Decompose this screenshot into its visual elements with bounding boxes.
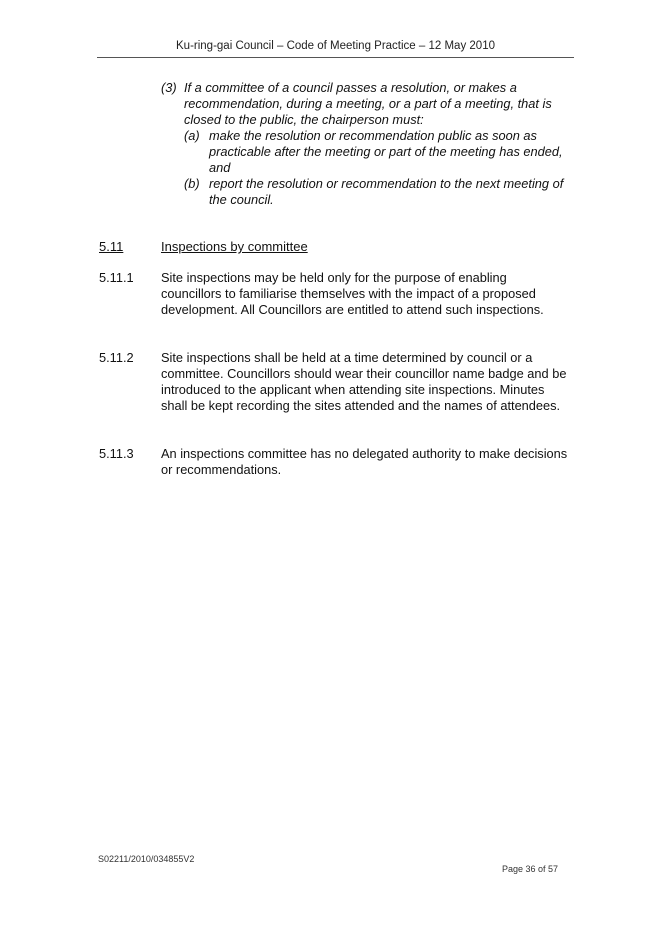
subitem-label: (a) [184, 128, 200, 143]
section-heading [99, 239, 308, 254]
provision-subitem-a [184, 128, 566, 176]
clause-number: 5.11.1 [99, 270, 134, 285]
subitem-text: make the resolution or recommendation public as soon as practicable after the meeting or part of the meeting has ended, and [209, 128, 563, 175]
clause-text: An inspections committee has no delegated authority to make decisions or recommendations. [161, 446, 568, 477]
provision-paragraph [161, 80, 566, 128]
clause-number: 5.11.2 [99, 350, 134, 365]
clause-5-11-1 [99, 270, 569, 318]
provision-text: If a committee of a council passes a resolution, or makes a recommendation, during a meeting, or a part of a meeting, that is closed to the public, the chairperson must: [184, 80, 552, 127]
subitem-label: (b) [184, 176, 200, 191]
subitem-text: report the resolution or recommendation to the next meeting of the council. [209, 176, 564, 207]
clause-number: 5.11.3 [99, 446, 134, 461]
provision-subitem-b [184, 176, 566, 208]
provision-number: (3) [161, 80, 177, 95]
clause-5-11-3 [99, 446, 569, 478]
section-number: 5.11 [99, 239, 124, 254]
clause-5-11-2 [99, 350, 569, 414]
section-title: Inspections by committee [161, 239, 308, 254]
quoted-provision [161, 80, 566, 208]
document-reference: S02211/2010/034855V2 [98, 854, 195, 864]
clause-text: Site inspections shall be held at a time determined by council or a committee. Councillors should wear their councillor name badge and be introduced to the applicant when attending site inspections. Minutes shall be kept recording the sites attended and the names of attendees. [161, 350, 567, 413]
page-number: Page 36 of 57 [501, 864, 558, 874]
page-header: Ku-ring-gai Council – Code of Meeting Practice – 12 May 2010 [97, 40, 574, 58]
clause-text: Site inspections may be held only for the purpose of enabling councillors to familiarise themselves with the impact of a proposed development. All Councillors are entitled to attend such inspections. [161, 270, 544, 317]
